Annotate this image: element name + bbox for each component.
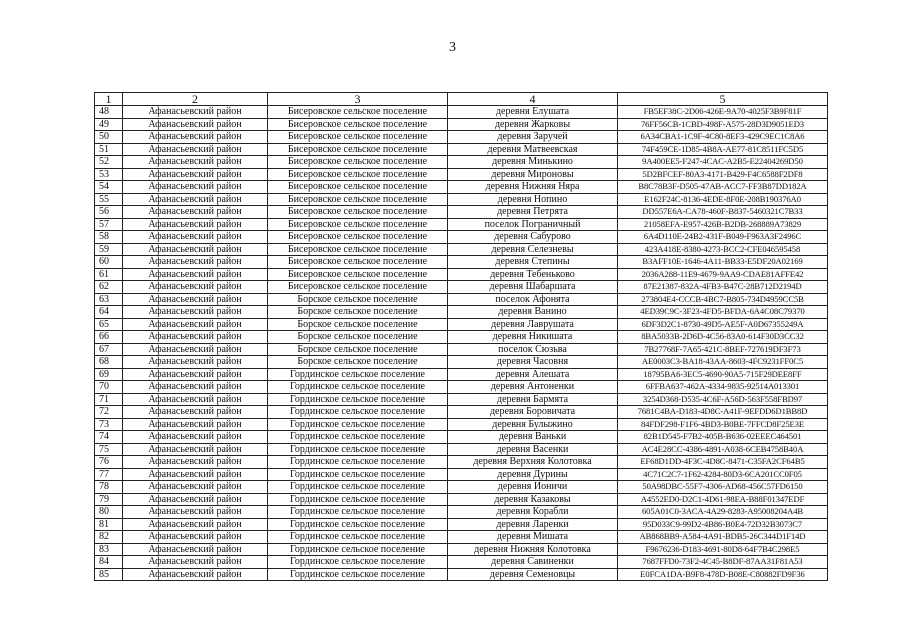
row-number-cell: 74 [95,431,123,444]
row-number-cell: 75 [95,443,123,456]
locality-cell: поселок Сюзьва [448,343,618,356]
row-number-cell: 83 [95,543,123,556]
guid-cell: 87E21387-832A-4FB3-B47C-28B712D2194D [618,281,828,294]
row-number-cell: 69 [95,368,123,381]
table-row [95,531,828,544]
locality-cell: поселок Пограничный [448,218,618,231]
settlement-cell: Гординское сельское поселение [268,431,448,444]
row-number-cell: 65 [95,318,123,331]
settlement-cell: Гординское сельское поселение [268,481,448,494]
locality-cell: деревня Ионичи [448,481,618,494]
table-row [95,118,828,131]
row-number-cell: 70 [95,381,123,394]
district-cell: Афанасьевский район [123,356,268,369]
table-row [95,568,828,581]
district-cell: Афанасьевский район [123,381,268,394]
settlement-cell: Гординское сельское поселение [268,518,448,531]
guid-cell: A4552ED0-D2C1-4D61-98EA-B88F01347EDF [618,493,828,506]
table-row [95,481,828,494]
table-row [95,243,828,256]
settlement-cell: Бисеровское сельское поселение [268,243,448,256]
locality-cell: деревня Бармята [448,393,618,406]
table-row [95,468,828,481]
locality-cell: деревня Боровичата [448,406,618,419]
column-header: 1 [95,93,123,106]
settlement-cell: Бисеровское сельское поселение [268,193,448,206]
row-number-cell: 72 [95,406,123,419]
guid-cell: 82B1D545-F7B2-405B-B636-02EEEC464501 [618,431,828,444]
row-number-cell: 49 [95,118,123,131]
table-row [95,143,828,156]
district-cell: Афанасьевский район [123,331,268,344]
settlement-cell: Гординское сельское поселение [268,418,448,431]
guid-cell: 50A98DBC-55F7-4306-AD68-456C57FD6150 [618,481,828,494]
column-header: 5 [618,93,828,106]
district-cell: Афанасьевский район [123,543,268,556]
row-number-cell: 59 [95,243,123,256]
locality-cell: деревня Мишата [448,531,618,544]
header-row [95,93,828,106]
settlement-cell: Борское сельское поселение [268,331,448,344]
table-row [95,331,828,344]
settlement-cell: Бисеровское сельское поселение [268,131,448,144]
guid-cell: 18795BA6-3EC5-4690-90A5-715F29DEE8FF [618,368,828,381]
locality-cell: деревня Антоненки [448,381,618,394]
settlements-table [94,92,828,581]
settlement-cell: Бисеровское сельское поселение [268,181,448,194]
district-cell: Афанасьевский район [123,231,268,244]
table-row [95,168,828,181]
guid-cell: 605A01C0-3ACA-4A29-8283-A95008204A4B [618,506,828,519]
table-row [95,256,828,269]
locality-cell: деревня Нопино [448,193,618,206]
settlement-cell: Гординское сельское поселение [268,381,448,394]
district-cell: Афанасьевский район [123,531,268,544]
page-number: 3 [449,40,456,55]
table-row [95,281,828,294]
district-cell: Афанасьевский район [123,256,268,269]
locality-cell: деревня Селезневы [448,243,618,256]
district-cell: Афанасьевский район [123,343,268,356]
row-number-cell: 56 [95,206,123,219]
district-cell: Афанасьевский район [123,243,268,256]
district-cell: Афанасьевский район [123,393,268,406]
guid-cell: 6DF3D2C1-8730-49D5-AE5F-A0D67355249A [618,318,828,331]
district-cell: Афанасьевский район [123,431,268,444]
guid-cell: 7681C4BA-D183-4D8C-A41F-9EFDD6D1BB8D [618,406,828,419]
locality-cell: деревня Минькино [448,156,618,169]
district-cell: Афанасьевский район [123,181,268,194]
row-number-cell: 62 [95,281,123,294]
row-number-cell: 60 [95,256,123,269]
row-number-cell: 55 [95,193,123,206]
table-row [95,431,828,444]
row-number-cell: 67 [95,343,123,356]
table-row [95,306,828,319]
guid-cell: F9676236-D183-4691-80D8-64F7B4C298E5 [618,543,828,556]
locality-cell: деревня Жарковы [448,118,618,131]
guid-cell: AC4E28CC-4386-4891-A038-6CEB4758B40A [618,443,828,456]
guid-cell: 3254D368-D535-4C6F-A56D-563F558FBD97 [618,393,828,406]
settlement-cell: Борское сельское поселение [268,306,448,319]
guid-cell: 76FF56CB-1CBD-498F-A575-28D3D9051ED3 [618,118,828,131]
table-row [95,406,828,419]
guid-cell: B3AFF10E-1646-4A11-BB33-E5DF20A02169 [618,256,828,269]
row-number-cell: 52 [95,156,123,169]
district-cell: Афанасьевский район [123,156,268,169]
settlement-cell: Гординское сельское поселение [268,456,448,469]
settlement-cell: Бисеровское сельское поселение [268,218,448,231]
row-number-cell: 80 [95,506,123,519]
locality-cell: деревня Нижняя Колотовка [448,543,618,556]
locality-cell: деревня Тебеньково [448,268,618,281]
guid-cell: 2036A288-11E9-4679-9AA9-CDAE81AFFE42 [618,268,828,281]
guid-cell: 4C71C2C7-1F62-4284-80D3-6CA201CC0F05 [618,468,828,481]
district-cell: Афанасьевский район [123,506,268,519]
table-row [95,393,828,406]
table-row [95,293,828,306]
locality-cell: деревня Степины [448,256,618,269]
settlement-cell: Гординское сельское поселение [268,493,448,506]
settlement-cell: Бисеровское сельское поселение [268,118,448,131]
row-number-cell: 57 [95,218,123,231]
guid-cell: 4ED39C9C-3F23-4FD5-BFDA-6A4C08C79370 [618,306,828,319]
guid-cell: E0FCA1DA-B9F8-478D-B08E-C80882FD9F36 [618,568,828,581]
locality-cell: деревня Корабли [448,506,618,519]
settlement-cell: Бисеровское сельское поселение [268,268,448,281]
settlement-cell: Бисеровское сельское поселение [268,256,448,269]
table-row [95,156,828,169]
guid-cell: AB868BB9-A584-4A91-BDB5-26C344D1F14D [618,531,828,544]
row-number-cell: 73 [95,418,123,431]
table-row [95,131,828,144]
guid-cell: 74F459CE-1D85-4B8A-AE77-81C8511FC5D5 [618,143,828,156]
district-cell: Афанасьевский район [123,293,268,306]
district-cell: Афанасьевский район [123,556,268,569]
row-number-cell: 85 [95,568,123,581]
row-number-cell: 82 [95,531,123,544]
row-number-cell: 53 [95,168,123,181]
district-cell: Афанасьевский район [123,406,268,419]
district-cell: Афанасьевский район [123,306,268,319]
settlement-cell: Борское сельское поселение [268,318,448,331]
row-number-cell: 64 [95,306,123,319]
settlement-cell: Бисеровское сельское поселение [268,231,448,244]
locality-cell: деревня Ванино [448,306,618,319]
guid-cell: 6A4D110E-24B2-431F-B049-F963A3F2496C [618,231,828,244]
table-row [95,456,828,469]
row-number-cell: 77 [95,468,123,481]
guid-cell: B8C78B3F-D505-47AB-ACC7-FF3B87DD182A [618,181,828,194]
locality-cell: деревня Нижняя Няра [448,181,618,194]
table-row [95,106,828,119]
district-cell: Афанасьевский район [123,418,268,431]
table-row [95,218,828,231]
row-number-cell: 71 [95,393,123,406]
locality-cell: поселок Афонята [448,293,618,306]
table-row [95,506,828,519]
locality-cell: деревня Матвеевская [448,143,618,156]
guid-cell: DD557E6A-CA78-460F-B837-5460321C7B33 [618,206,828,219]
settlement-cell: Бисеровское сельское поселение [268,281,448,294]
settlement-cell: Бисеровское сельское поселение [268,168,448,181]
settlement-cell: Бисеровское сельское поселение [268,156,448,169]
settlement-cell: Гординское сельское поселение [268,468,448,481]
table-row [95,543,828,556]
table-row [95,368,828,381]
locality-cell: деревня Верхняя Колотовка [448,456,618,469]
district-cell: Афанасьевский район [123,206,268,219]
table-row [95,518,828,531]
district-cell: Афанасьевский район [123,131,268,144]
locality-cell: деревня Заручей [448,131,618,144]
district-cell: Афанасьевский район [123,468,268,481]
settlement-cell: Борское сельское поселение [268,343,448,356]
settlement-cell: Борское сельское поселение [268,356,448,369]
locality-cell: деревня Булыжино [448,418,618,431]
table-row [95,356,828,369]
district-cell: Афанасьевский район [123,268,268,281]
table-row [95,231,828,244]
district-cell: Афанасьевский район [123,368,268,381]
table-header [95,93,828,106]
district-cell: Афанасьевский район [123,168,268,181]
settlement-cell: Гординское сельское поселение [268,506,448,519]
district-cell: Афанасьевский район [123,481,268,494]
district-cell: Афанасьевский район [123,106,268,119]
guid-cell: 7B27768F-7A65-421C-8BEF-727619DF3F73 [618,343,828,356]
table-body [95,106,828,581]
settlement-cell: Гординское сельское поселение [268,393,448,406]
guid-cell: 423A418E-8380-4273-BCC2-CFE046595458 [618,243,828,256]
district-cell: Афанасьевский район [123,318,268,331]
row-number-cell: 48 [95,106,123,119]
table-row [95,493,828,506]
row-number-cell: 51 [95,143,123,156]
guid-cell: 95D033C9-99D2-4B86-B0E4-72D32B3073C7 [618,518,828,531]
district-cell: Афанасьевский район [123,568,268,581]
locality-cell: деревня Лаврушата [448,318,618,331]
row-number-cell: 84 [95,556,123,569]
row-number-cell: 61 [95,268,123,281]
district-cell: Афанасьевский район [123,443,268,456]
table-row [95,318,828,331]
settlement-cell: Борское сельское поселение [268,293,448,306]
table-row [95,193,828,206]
table-row [95,556,828,569]
locality-cell: деревня Петрята [448,206,618,219]
table-row [95,181,828,194]
locality-cell: деревня Никишата [448,331,618,344]
table-row [95,268,828,281]
guid-cell: 7687FFD0-73F2-4C45-B8DF-87AA31F81A53 [618,556,828,569]
guid-cell: 273804E4-CCCB-4BC7-B805-734D4959CC5B [618,293,828,306]
settlement-cell: Бисеровское сельское поселение [268,143,448,156]
table-row [95,418,828,431]
guid-cell: 9A400EE5-F247-4CAC-A2B5-E22404269D50 [618,156,828,169]
column-header: 3 [268,93,448,106]
locality-cell: деревня Часовня [448,356,618,369]
guid-cell: E162F24C-8136-4EDE-8F0E-208B190376A0 [618,193,828,206]
guid-cell: 8BA5033B-2D6D-4C56-83A0-614F30D3CC32 [618,331,828,344]
settlement-cell: Гординское сельское поселение [268,568,448,581]
district-cell: Афанасьевский район [123,143,268,156]
settlement-cell: Гординское сельское поселение [268,443,448,456]
column-header: 4 [448,93,618,106]
settlement-cell: Гординское сельское поселение [268,531,448,544]
settlement-cell: Гординское сельское поселение [268,556,448,569]
district-cell: Афанасьевский район [123,218,268,231]
settlement-cell: Гординское сельское поселение [268,543,448,556]
locality-cell: деревня Мироновы [448,168,618,181]
locality-cell: деревня Казаковы [448,493,618,506]
district-cell: Афанасьевский район [123,456,268,469]
locality-cell: деревня Ларенки [448,518,618,531]
settlement-cell: Гординское сельское поселение [268,368,448,381]
locality-cell: деревня Шабаршата [448,281,618,294]
guid-cell: EF68D1DD-4F3C-4D8C-8471-C35FA2CF64B5 [618,456,828,469]
district-cell: Афанасьевский район [123,493,268,506]
table-row [95,381,828,394]
table-row [95,443,828,456]
district-cell: Афанасьевский район [123,118,268,131]
guid-cell: 21058EFA-E957-426B-B2DB-268889A73829 [618,218,828,231]
guid-cell: AE0003C3-BA18-43AA-8603-4FC9231FF0C5 [618,356,828,369]
row-number-cell: 78 [95,481,123,494]
row-number-cell: 50 [95,131,123,144]
row-number-cell: 81 [95,518,123,531]
guid-cell: FB5EF38C-2D06-426E-9A70-4025F3B9F81F [618,106,828,119]
locality-cell: деревня Васенки [448,443,618,456]
locality-cell: деревня Алешата [448,368,618,381]
row-number-cell: 68 [95,356,123,369]
settlement-cell: Бисеровское сельское поселение [268,206,448,219]
guid-cell: 6FFBA637-462A-4334-9835-92514A013301 [618,381,828,394]
locality-cell: деревня Семеновцы [448,568,618,581]
table-row [95,343,828,356]
table-row [95,206,828,219]
guid-cell: 84FDF298-F1F6-4BD3-B0BE-7FFCD8F25E3E [618,418,828,431]
row-number-cell: 54 [95,181,123,194]
row-number-cell: 58 [95,231,123,244]
guid-cell: 6A34CBA1-1C9F-4C80-8EF3-429C9EC1C8A6 [618,131,828,144]
row-number-cell: 79 [95,493,123,506]
district-cell: Афанасьевский район [123,193,268,206]
locality-cell: деревня Елушата [448,106,618,119]
district-cell: Афанасьевский район [123,518,268,531]
locality-cell: деревня Савиненки [448,556,618,569]
settlement-cell: Бисеровское сельское поселение [268,106,448,119]
row-number-cell: 66 [95,331,123,344]
row-number-cell: 63 [95,293,123,306]
locality-cell: деревня Дурины [448,468,618,481]
row-number-cell: 76 [95,456,123,469]
locality-cell: деревня Ваньки [448,431,618,444]
settlement-cell: Гординское сельское поселение [268,406,448,419]
column-header: 2 [123,93,268,106]
guid-cell: 5D2BFCEF-80A3-4171-B429-F4C6588F2DF8 [618,168,828,181]
district-cell: Афанасьевский район [123,281,268,294]
locality-cell: деревня Сабурово [448,231,618,244]
